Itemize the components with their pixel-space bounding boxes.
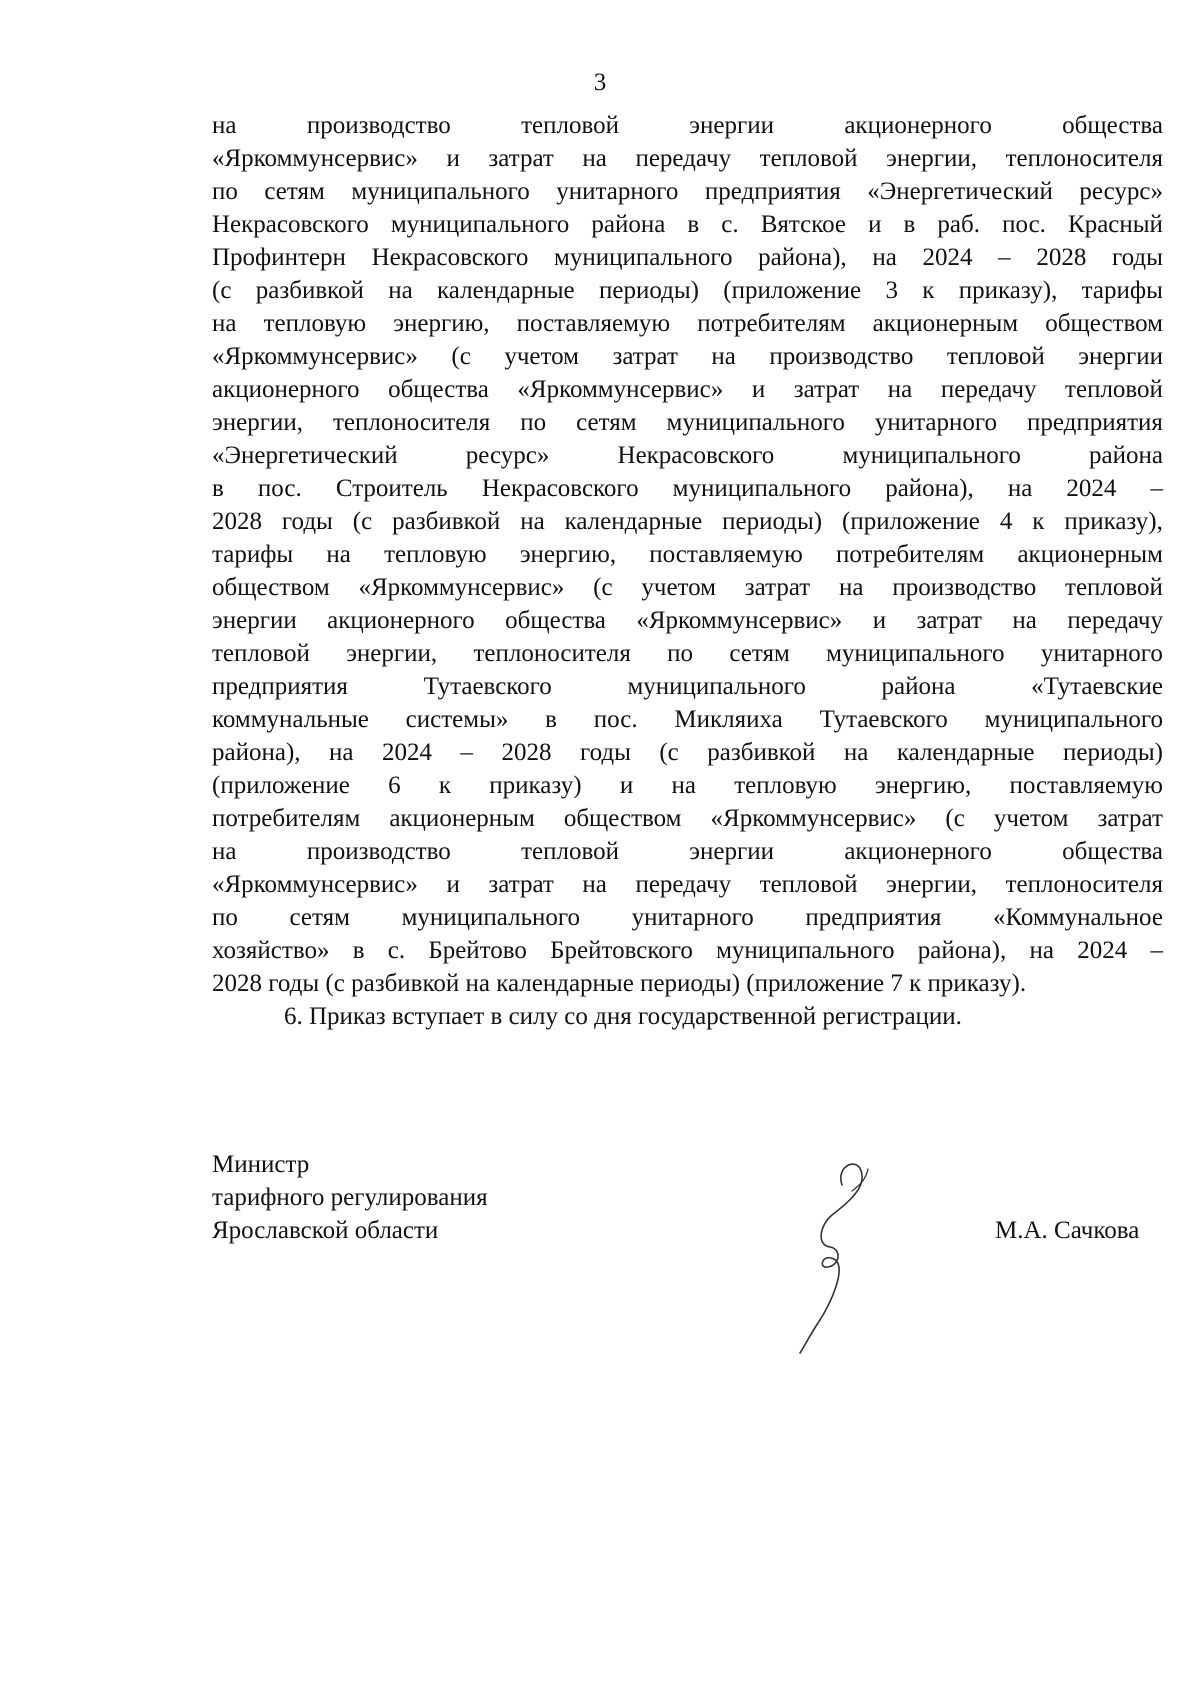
- text-line: Некрасовского муниципального района в с. Вятское и в раб. пос. Красный: [212, 211, 1163, 238]
- text-line: 2028 годы (с разбивкой на календарные периоды) (приложение 4 к приказу),: [212, 508, 1163, 535]
- handwritten-signature: [790, 1155, 900, 1355]
- text-line: на производство тепловой энергии акционерного общества: [212, 112, 1163, 139]
- page-number: 3: [593, 69, 607, 96]
- text-line: (с разбивкой на календарные периоды) (приложение 3 к приказу), тарифы: [212, 277, 1163, 304]
- text-line: акционерного общества «Яркоммунсервис» и затрат на передачу тепловой: [212, 376, 1163, 403]
- signatory-title-line: Министр: [212, 1151, 310, 1178]
- text-line: предприятия Тутаевского муниципального района «Тутаевские: [212, 673, 1163, 700]
- signatory-name: М.А. Сачкова: [995, 1217, 1140, 1244]
- text-line: хозяйство» в с. Брейтово Брейтовского муниципального района), на 2024 –: [212, 937, 1163, 964]
- text-line: на тепловую энергию, поставляемую потребителям акционерным обществом: [212, 310, 1163, 337]
- text-line: энергии акционерного общества «Яркоммунсервис» и затрат на передачу: [212, 607, 1163, 634]
- body-text: [212, 109, 1163, 1033]
- text-line: коммунальные системы» в пос. Микляиха Тутаевского муниципального: [212, 706, 1163, 733]
- paragraph-6: 6. Приказ вступает в силу со дня государственной регистрации.: [284, 1003, 962, 1030]
- signatory-title: [212, 1148, 488, 1247]
- text-line: по сетям муниципального унитарного предприятия «Коммунальное: [212, 904, 1163, 931]
- text-line: «Яркоммунсервис» и затрат на передачу тепловой энергии, теплоносителя: [212, 871, 1163, 898]
- text-line: на производство тепловой энергии акционерного общества: [212, 838, 1163, 865]
- text-line: «Яркоммунсервис» (с учетом затрат на производство тепловой энергии: [212, 343, 1163, 370]
- text-line: района), на 2024 – 2028 годы (с разбивкой на календарные периоды): [212, 739, 1163, 766]
- text-line: тарифы на тепловую энергию, поставляемую потребителям акционерным: [212, 541, 1163, 568]
- text-line: «Яркоммунсервис» и затрат на передачу тепловой энергии, теплоносителя: [212, 145, 1163, 172]
- signatory-title-line: тарифного регулирования: [212, 1184, 488, 1211]
- text-line: 2028 годы (с разбивкой на календарные периоды) (приложение 7 к приказу).: [212, 970, 1027, 997]
- text-line: «Энергетический ресурс» Некрасовского муниципального района: [212, 442, 1163, 469]
- text-line: тепловой энергии, теплоносителя по сетям муниципального унитарного: [212, 640, 1163, 667]
- text-line: по сетям муниципального унитарного предприятия «Энергетический ресурс»: [212, 178, 1163, 205]
- text-line: в пос. Строитель Некрасовского муниципального района), на 2024 –: [212, 475, 1163, 502]
- text-line: энергии, теплоносителя по сетям муниципального унитарного предприятия: [212, 409, 1163, 436]
- text-line: обществом «Яркоммунсервис» (с учетом затрат на производство тепловой: [212, 574, 1163, 601]
- text-line: Профинтерн Некрасовского муниципального района), на 2024 – 2028 годы: [212, 244, 1163, 271]
- text-line: потребителям акционерным обществом «Яркоммунсервис» (с учетом затрат: [212, 805, 1163, 832]
- signatory-title-line: Ярославской области: [212, 1217, 439, 1244]
- text-line: (приложение 6 к приказу) и на тепловую энергию, поставляемую: [212, 772, 1163, 799]
